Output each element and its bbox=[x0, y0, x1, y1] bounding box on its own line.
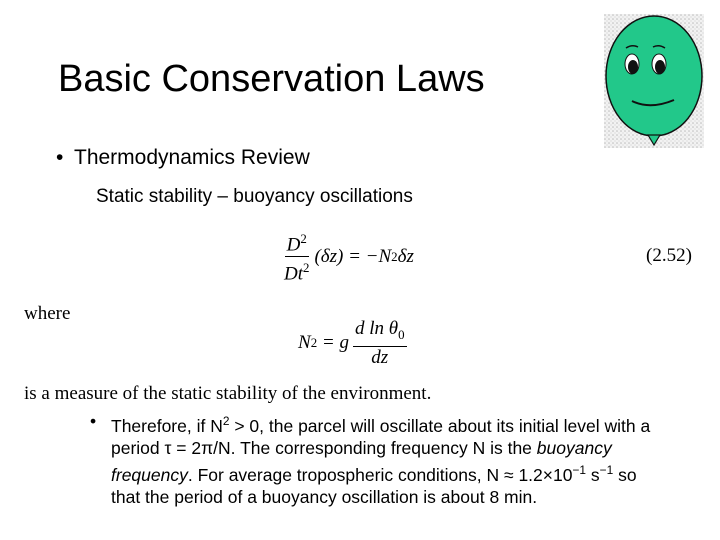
equation-brunt-vaisala bbox=[298, 318, 410, 369]
denominator: dz bbox=[371, 346, 389, 368]
exponent: −1 bbox=[572, 462, 587, 477]
n-symbol: N bbox=[298, 332, 311, 354]
numerator-exponent: 2 bbox=[300, 231, 307, 246]
numerator: d ln θ bbox=[354, 318, 399, 339]
bullet-therefore bbox=[90, 410, 660, 508]
text-part: s bbox=[586, 464, 600, 485]
exponent: −1 bbox=[599, 462, 614, 477]
bullet-dot: • bbox=[56, 146, 64, 169]
equation-rhs-tail: δz bbox=[397, 245, 414, 267]
equals-g: = g bbox=[317, 332, 349, 354]
sub-heading: Static stability – buoyancy oscillations bbox=[96, 186, 413, 207]
text-part: . For average tropospheric conditions, N ≈ 1.2×10 bbox=[187, 464, 573, 485]
text-part: > 0, the parcel will oscillate about its initial level with a period τ = 2π/N. The corresponding frequency N is the bbox=[111, 415, 651, 458]
denominator: Dt bbox=[284, 263, 303, 285]
equation-number: (2.52) bbox=[646, 245, 692, 266]
buoyancy-frequency-term: buoyancy frequency bbox=[111, 437, 612, 485]
slide-title: Basic Conservation Laws bbox=[58, 58, 485, 100]
text-part: so that the period of a buoyancy oscillation is about 8 min. bbox=[111, 464, 637, 507]
measure-text: is a measure of the static stability of the environment. bbox=[24, 383, 432, 404]
fraction-d2-dt2 bbox=[282, 228, 311, 286]
equation-operand: (δz) = −N bbox=[314, 245, 392, 267]
bullet-thermodynamics-review bbox=[56, 146, 310, 170]
denominator-exponent: 2 bbox=[303, 260, 310, 276]
bullet-dot: • bbox=[90, 411, 97, 431]
where-label: where bbox=[24, 303, 71, 324]
rhs-exponent: 2 bbox=[391, 248, 398, 264]
n-exponent: 2 bbox=[310, 335, 318, 351]
bullet-text: Thermodynamics Review bbox=[74, 146, 310, 169]
exponent: 2 bbox=[222, 414, 230, 428]
text-part: Therefore, if N bbox=[111, 415, 223, 436]
fraction-dlntheta-dz bbox=[353, 318, 407, 369]
equation-buoyancy-oscillation bbox=[282, 228, 414, 286]
numerator: D bbox=[286, 234, 301, 256]
theta-subscript: 0 bbox=[398, 326, 405, 342]
bullet-therefore-text bbox=[111, 410, 660, 508]
smiley-balloon-icon bbox=[604, 14, 704, 148]
